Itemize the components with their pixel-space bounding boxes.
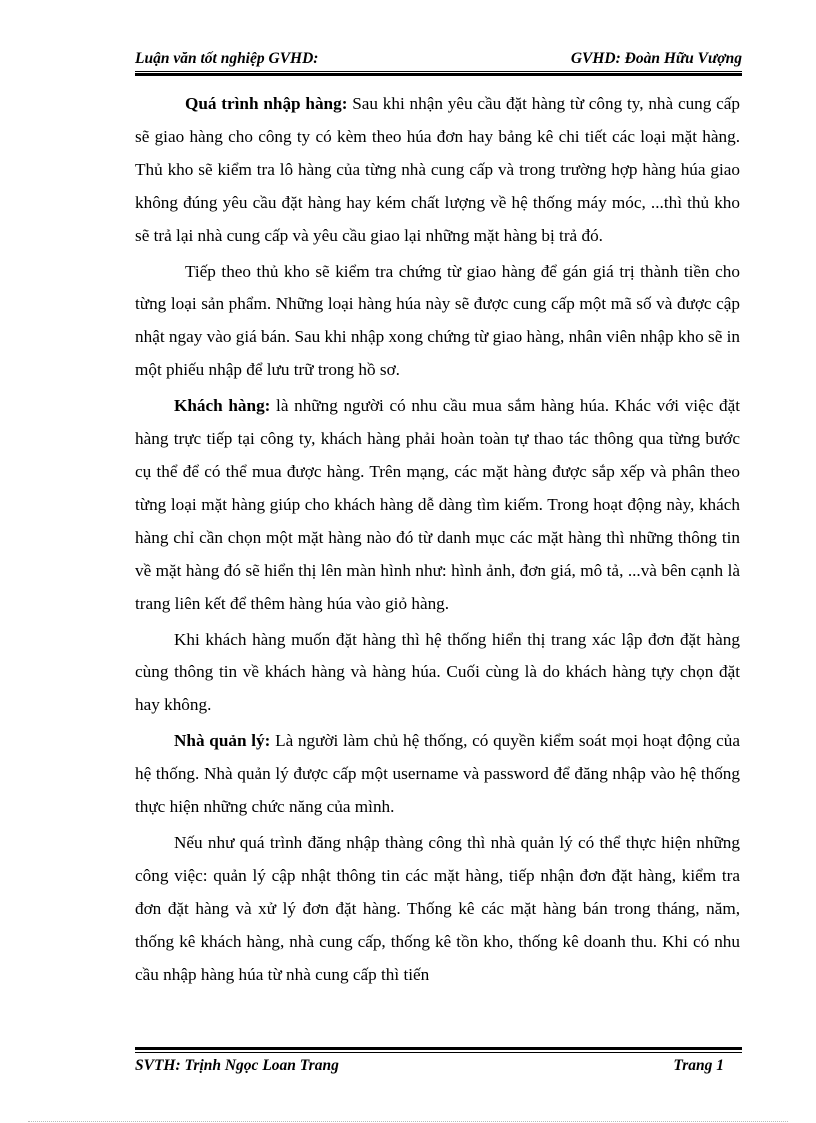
header-advisor: GVHD: Đoàn Hữu Vượng [570,50,742,67]
page-bottom-dotted-line [28,1121,788,1122]
footer-rule-thin [135,1052,742,1053]
paragraph-import-documents [135,256,740,388]
paragraph-text: là những người có nhu cầu mua sắm hàng húa. Khác với việc đặt hàng trực tiếp tại công ty, khách hàng phải hoàn toàn tự thao tác thông qua từng bước cụ thể để có thể mua được hàng. Trên mạng, các mặt hàng được sắp xếp và phân theo từng loại mặt hàng giúp cho khách hàng dễ dàng tìm kiếm. Trong hoạt động này, khách hàng chỉ cần chọn một mặt hàng nào đó từ danh mục các mặt hàng thì những thông tin về mặt hàng đó sẽ hiển thị lên màn hình như: hình ảnh, đơn giá, mô tả, ...và bên cạnh là trang liên kết để thêm hàng húa vào giỏ hàng. [135,396,740,613]
paragraph-manager [135,725,740,824]
paragraph-text: Khi khách hàng muốn đặt hàng thì hệ thống hiển thị trang xác lập đơn đặt hàng cùng thông tin về khách hàng và hàng húa. Cuối cùng là do khách hàng tựy chọn đặt hay không. [135,629,740,715]
footer-rule-thick [135,1047,742,1050]
main-text [135,88,740,991]
paragraph-text: Tiếp theo thủ kho sẽ kiểm tra chứng từ giao hàng để gán giá trị thành tiền cho từng loại sản phẩm. Những loại hàng húa này sẽ được cung cấp một mã số và được cập nhật ngay vào giá bán. Sau khi nhập xong chứng từ giao hàng, nhân viên nhập kho sẽ in một phiếu nhập để lưu trữ trong hồ sơ. [135,261,740,380]
paragraph-import-process [135,88,740,253]
paragraph-text: Là người làm chủ hệ thống, có quyền kiểm soát mọi hoạt động của hệ thống. Nhà quản lý được cấp một username và password để đăng nhập vào hệ thống thực hiện những chức năng của mình. [135,731,740,817]
paragraph-customer [135,390,740,620]
paragraph-manager-tasks [135,827,740,992]
paragraph-lead: Quá trình nhập hàng: [185,94,348,113]
paragraph-customer-order [135,624,740,723]
header-rule-thick [135,73,742,76]
paragraph-lead: Nhà quản lý: [174,731,271,751]
page-header [135,48,742,70]
paragraph-text: Nếu như quá trình đăng nhập thàng công thì nhà quản lý có thể thực hiện những công việc: quản lý cập nhật thông tin các mặt hàng, tiếp nhận đơn đặt hàng, kiểm tra đơn đặt hàng và xử lý đơn đặt hàng. Thống kê các mặt hàng bán trong tháng, năm, thống kê khách hàng, nhà cung cấp, thống kê tồn kho, thống kê doanh thu. Khi có nhu cầu nhập hàng húa từ nhà cung cấp thì tiến [135,832,740,984]
header-thesis-title: Luận văn tốt nghiệp GVHD: [135,50,319,67]
footer-student: SVTH: Trịnh Ngọc Loan Trang [135,1057,339,1074]
page-footer [135,1057,742,1079]
footer-page-number: Trang 1 [673,1057,724,1074]
paragraph-text: Sau khi nhận yêu cầu đặt hàng từ công ty, nhà cung cấp sẽ giao hàng cho công ty có kèm theo húa đơn hay bảng kê chi tiết các loại mặt hàng. Thủ kho sẽ kiểm tra lô hàng của từng nhà cung cấp và trong trường hợp hàng húa giao không đúng yêu cầu đặt hàng hay kém chất lượng về hệ thống máy móc, ...thì thủ kho sẽ trả lại nhà cung cấp và yêu cầu giao lại những mặt hàng bị trả đó. [135,94,740,245]
paragraph-lead: Khách hàng: [174,396,271,416]
header-rule-thin [135,71,742,72]
